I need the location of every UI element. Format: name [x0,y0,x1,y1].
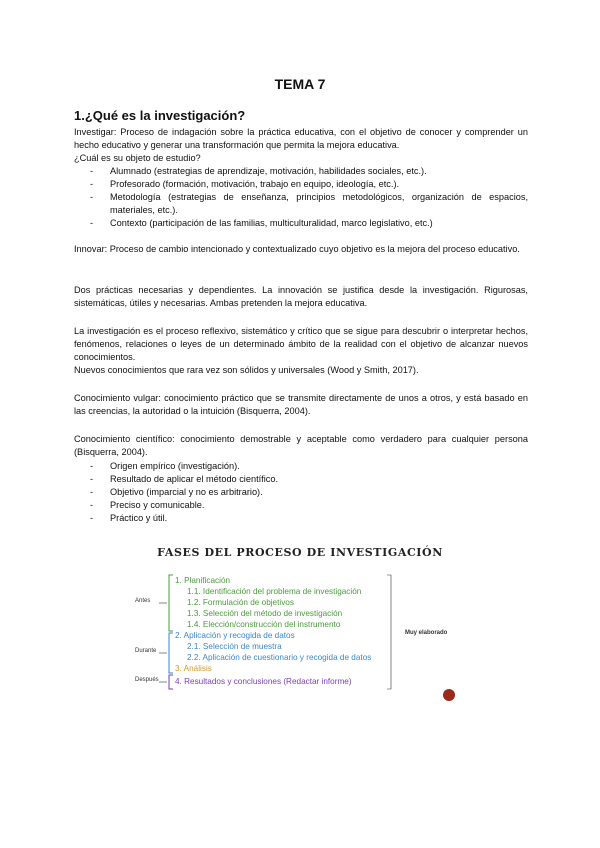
phase-item: 2.2. Aplicación de cuestionario y recogida de datos [187,653,372,662]
right-bracket [387,575,391,689]
phase-resultados: 4. Resultados y conclusiones (Redactar informe) [175,677,352,686]
cientifico-list [90,460,528,525]
objeto-list [90,165,528,230]
list-item: - Origen empírico (investigación). [90,461,240,471]
decorative-dot [443,689,455,701]
list-item: - Resultado de aplicar el método científico. [90,474,279,484]
right-label: Muy elaborado [405,630,448,636]
list-item: - Profesorado (formación, motivación, trabajo en equipo, ideología, etc.). [90,179,400,189]
figure-title: FASES DEL PROCESO DE INVESTIGACIÓN [157,546,443,559]
objeto-question: ¿Cuál es su objeto de estudio? [74,153,201,163]
side-label-antes: Antes [135,598,151,604]
phase-aplicacion: 2. Aplicación y recogida de datos [175,631,295,640]
results-bracket [169,675,173,689]
side-label-despues: Después [135,677,159,683]
phase-planificacion: 1. Planificación [175,576,231,585]
list-item: - Práctico y útil. [90,513,168,523]
nuevos-paragraph: Nuevos conocimientos que rara vez son sólidos y universales (Wood y Smith, 2017). [74,365,419,375]
list-item: - Alumnado (estrategias de aprendizaje, motivación, habilidades sociales, etc.). [90,166,427,176]
list-item: - Objetivo (imparcial y no es arbitrario). [90,487,263,497]
investigar-paragraph: Investigar: Proceso de indagación sobre la práctica educativa, con el objetivo de conocer y comprender un hecho educativo y generar una transformación que permita la mejora educativa. [74,127,528,150]
phase-analisis: 3. Análisis [175,664,212,673]
investigacion-paragraph: La investigación es el proceso reflexivo, sistemático y crítico que se sigue para descubrir o interpretar hechos, fenómenos, relaciones o leyes de un determinado ámbito de la realidad con el objetivo de alcanzar nuevos conocimientos. [74,326,528,362]
list-item: - Preciso y comunicable. [90,500,205,510]
phases-figure [135,565,465,705]
dos-practicas-paragraph: Dos prácticas necesarias y dependientes. La innovación se justifica desde la investigación. Rigurosas, sistemáticas, útiles y necesarias. Ambas pretenden la mejora educativa. [74,285,528,308]
vulgar-paragraph: Conocimiento vulgar: conocimiento práctico que se transmite directamente de unos a otros, y está basado en las creencias, la autoridad o la intuición (Bisquerra, 2004). [74,393,528,416]
page-title: TEMA 7 [274,76,326,92]
phase-item: 2.1. Selección de muestra [187,642,282,651]
innovar-paragraph: Innovar: Proceso de cambio intencionado y contextualizado cuyo objetivo es la mejora del proceso educativo. [74,244,520,254]
phase-item: 1.4. Elección/construcción del instrumento [187,620,341,629]
planning-bracket [169,575,173,631]
application-bracket [169,633,173,673]
section-heading: 1.¿Qué es la investigación? [74,108,246,123]
phase-item: 1.2. Formulación de objetivos [187,598,294,607]
side-label-durante: Durante [135,648,157,654]
phase-item: 1.1. Identificación del problema de investigación [187,587,362,596]
list-item: - Metodología (estrategias de enseñanza, principios metodológicos, organización de espacios, materiales, etc.). [90,192,528,215]
cientifico-paragraph: Conocimiento científico: conocimiento demostrable y aceptable como verdadero para cualquier persona (Bisquerra, 2004). [74,434,528,457]
list-item: - Contexto (participación de las familias, multiculturalidad, marco legislativo, etc.) [90,218,433,228]
phase-item: 1.3. Selección del método de investigación [187,609,343,618]
